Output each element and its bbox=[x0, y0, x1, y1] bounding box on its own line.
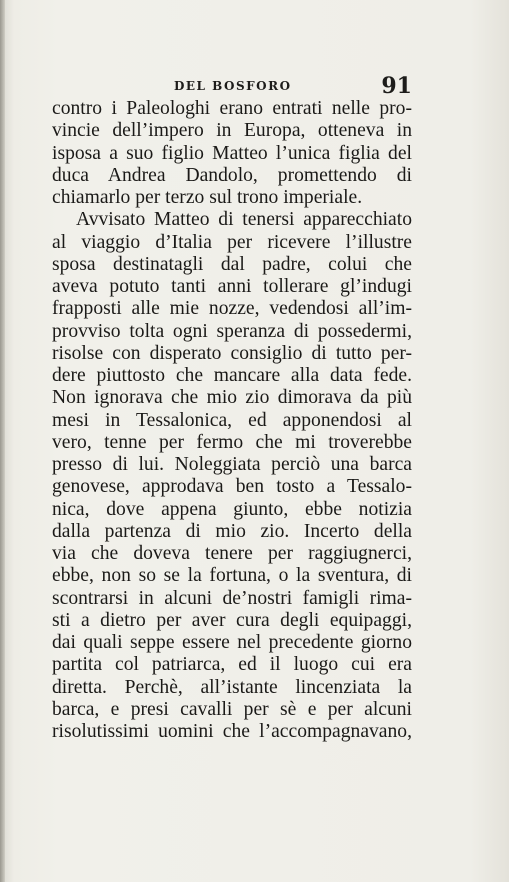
text-line: dai quali seppe essere nel precedente giorno bbox=[52, 632, 412, 653]
text-line: aveva potuto tanti anni tollerare gl’indugi bbox=[52, 276, 412, 297]
text-line: chiamarlo per terzo sul trono imperiale. bbox=[52, 187, 363, 208]
text-line: diretta. Perchè, all’istante lincenziata la bbox=[52, 676, 412, 698]
text-line: genovese, approdava ben tosto a Tessalo- bbox=[52, 476, 412, 498]
text-line: Non ignorava che mio zio dimorava da più bbox=[52, 387, 412, 409]
text-line: dere piuttosto che mancare alla data fede. bbox=[52, 365, 412, 386]
text-line: provviso tolta ogni speranza di possedermi, bbox=[52, 320, 412, 342]
text-line: risolutissimi uomini che l’accompagnavano, bbox=[52, 721, 412, 742]
text-line: presso di lui. Noleggiata perciò una barca bbox=[52, 454, 412, 475]
running-title: DEL BOSFORO bbox=[174, 79, 292, 93]
text-line: Avvisato Matteo di tenersi apparecchiato bbox=[76, 209, 412, 231]
page-binding-edge bbox=[0, 0, 5, 882]
text-line: ebbe, non so se la fortuna, o la sventura, di bbox=[52, 565, 412, 587]
text-line: partita col patriarca, ed il luogo cui era bbox=[52, 654, 412, 676]
text-line: dalla partenza di mio zio. Incerto della bbox=[52, 520, 412, 542]
text-line: scontrarsi in alcuni de’nostri famigli rima- bbox=[52, 587, 412, 609]
text-line: vero, tenne per fermo che mi troverebbe bbox=[52, 431, 412, 453]
text-line: sposa destinatagli dal padre, colui che bbox=[52, 253, 412, 275]
text-line: duca Andrea Dandolo, promettendo di bbox=[52, 164, 412, 186]
text-line: barca, e presi cavalli per sè e per alcuni bbox=[52, 698, 412, 720]
page-header bbox=[52, 74, 412, 98]
text-line: mesi in Tessalonica, ed apponendosi al bbox=[52, 409, 412, 431]
text-line: contro i Paleologhi erano entrati nelle pro- bbox=[52, 98, 412, 119]
text-line: isposa a suo figlio Matteo l’unica figlia del bbox=[52, 142, 412, 164]
text-line: sti a dietro per aver cura degli equipaggi, bbox=[52, 609, 412, 631]
text-line: nica, dove appena giunto, ebbe notizia bbox=[52, 498, 412, 520]
text-line: vincie dell’impero in Europa, otteneva in bbox=[52, 120, 412, 142]
body-text bbox=[52, 98, 412, 743]
text-line: al viaggio d’Italia per ricevere l’illustre bbox=[52, 231, 412, 253]
text-line: frapposti alle mie nozze, vedendosi all’im- bbox=[52, 298, 412, 320]
text-line: risolse con disperato consiglio di tutto per- bbox=[52, 342, 412, 364]
page-number: 91 bbox=[381, 73, 412, 99]
text-line: via che doveva tenere per raggiugnerci, bbox=[52, 543, 412, 564]
